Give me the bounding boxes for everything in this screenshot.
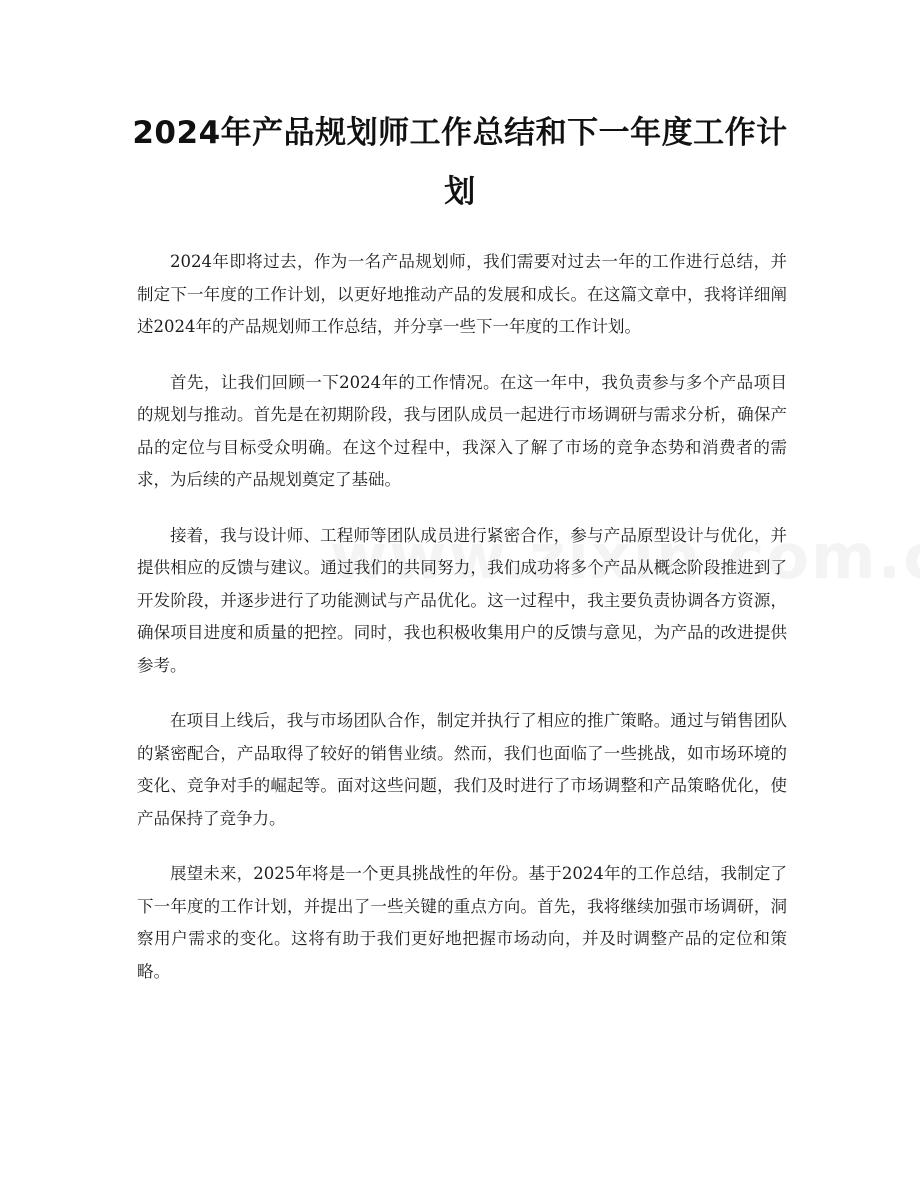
paragraph-launch: 在项目上线后，我与市场团队合作，制定并执行了相应的推广策略。通过与销售团队的紧密配合，产品取得了较好的销售业绩。然而，我们也面临了一些挑战，如市场环境的变化、竞争对手的崛起等。面对这些问题，我们及时进行了市场调整和产品策略优化，使产品保持了竞争力。	[137, 711, 787, 828]
paragraph-outlook: 展望未来，2025年将是一个更具挑战性的年份。基于2024年的工作总结，我制定了下一年度的工作计划，并提出了一些关键的重点方向。首先，我将继续加强市场调研，洞察用户需求的变化。这将有助于我们更好地把握市场动向，并及时调整产品的定位和策略。	[137, 864, 787, 981]
document-title: 2024年产品规划师工作总结和下一年度工作计划	[132, 115, 788, 210]
paragraph-intro: 2024年即将过去，作为一名产品规划师，我们需要对过去一年的工作进行总结，并制定下一年度的工作计划，以更好地推动产品的发展和成长。在这篇文章中，我将详细阐述2024年的产品规划师工作总结，并分享一些下一年度的工作计划。	[137, 252, 787, 336]
document-body	[137, 246, 787, 1011]
paragraph-collaboration: 接着，我与设计师、工程师等团队成员进行紧密合作，参与产品原型设计与优化，并提供相应的反馈与建议。通过我们的共同努力，我们成功将多个产品从概念阶段推进到了开发阶段，并逐步进行了功能测试与产品优化。这一过程中，我主要负责协调各方资源，确保项目进度和质量的把控。同时，我也积极收集用户的反馈与意见，为产品的改进提供参考。	[137, 525, 787, 675]
paragraph-review: 首先，让我们回顾一下2024年的工作情况。在这一年中，我负责参与多个产品项目的规划与推动。首先是在初期阶段，我与团队成员一起进行市场调研与需求分析，确保产品的定位与目标受众明确。在这个过程中，我深入了解了市场的竞争态势和消费者的需求，为后续的产品规划奠定了基础。	[137, 372, 787, 489]
